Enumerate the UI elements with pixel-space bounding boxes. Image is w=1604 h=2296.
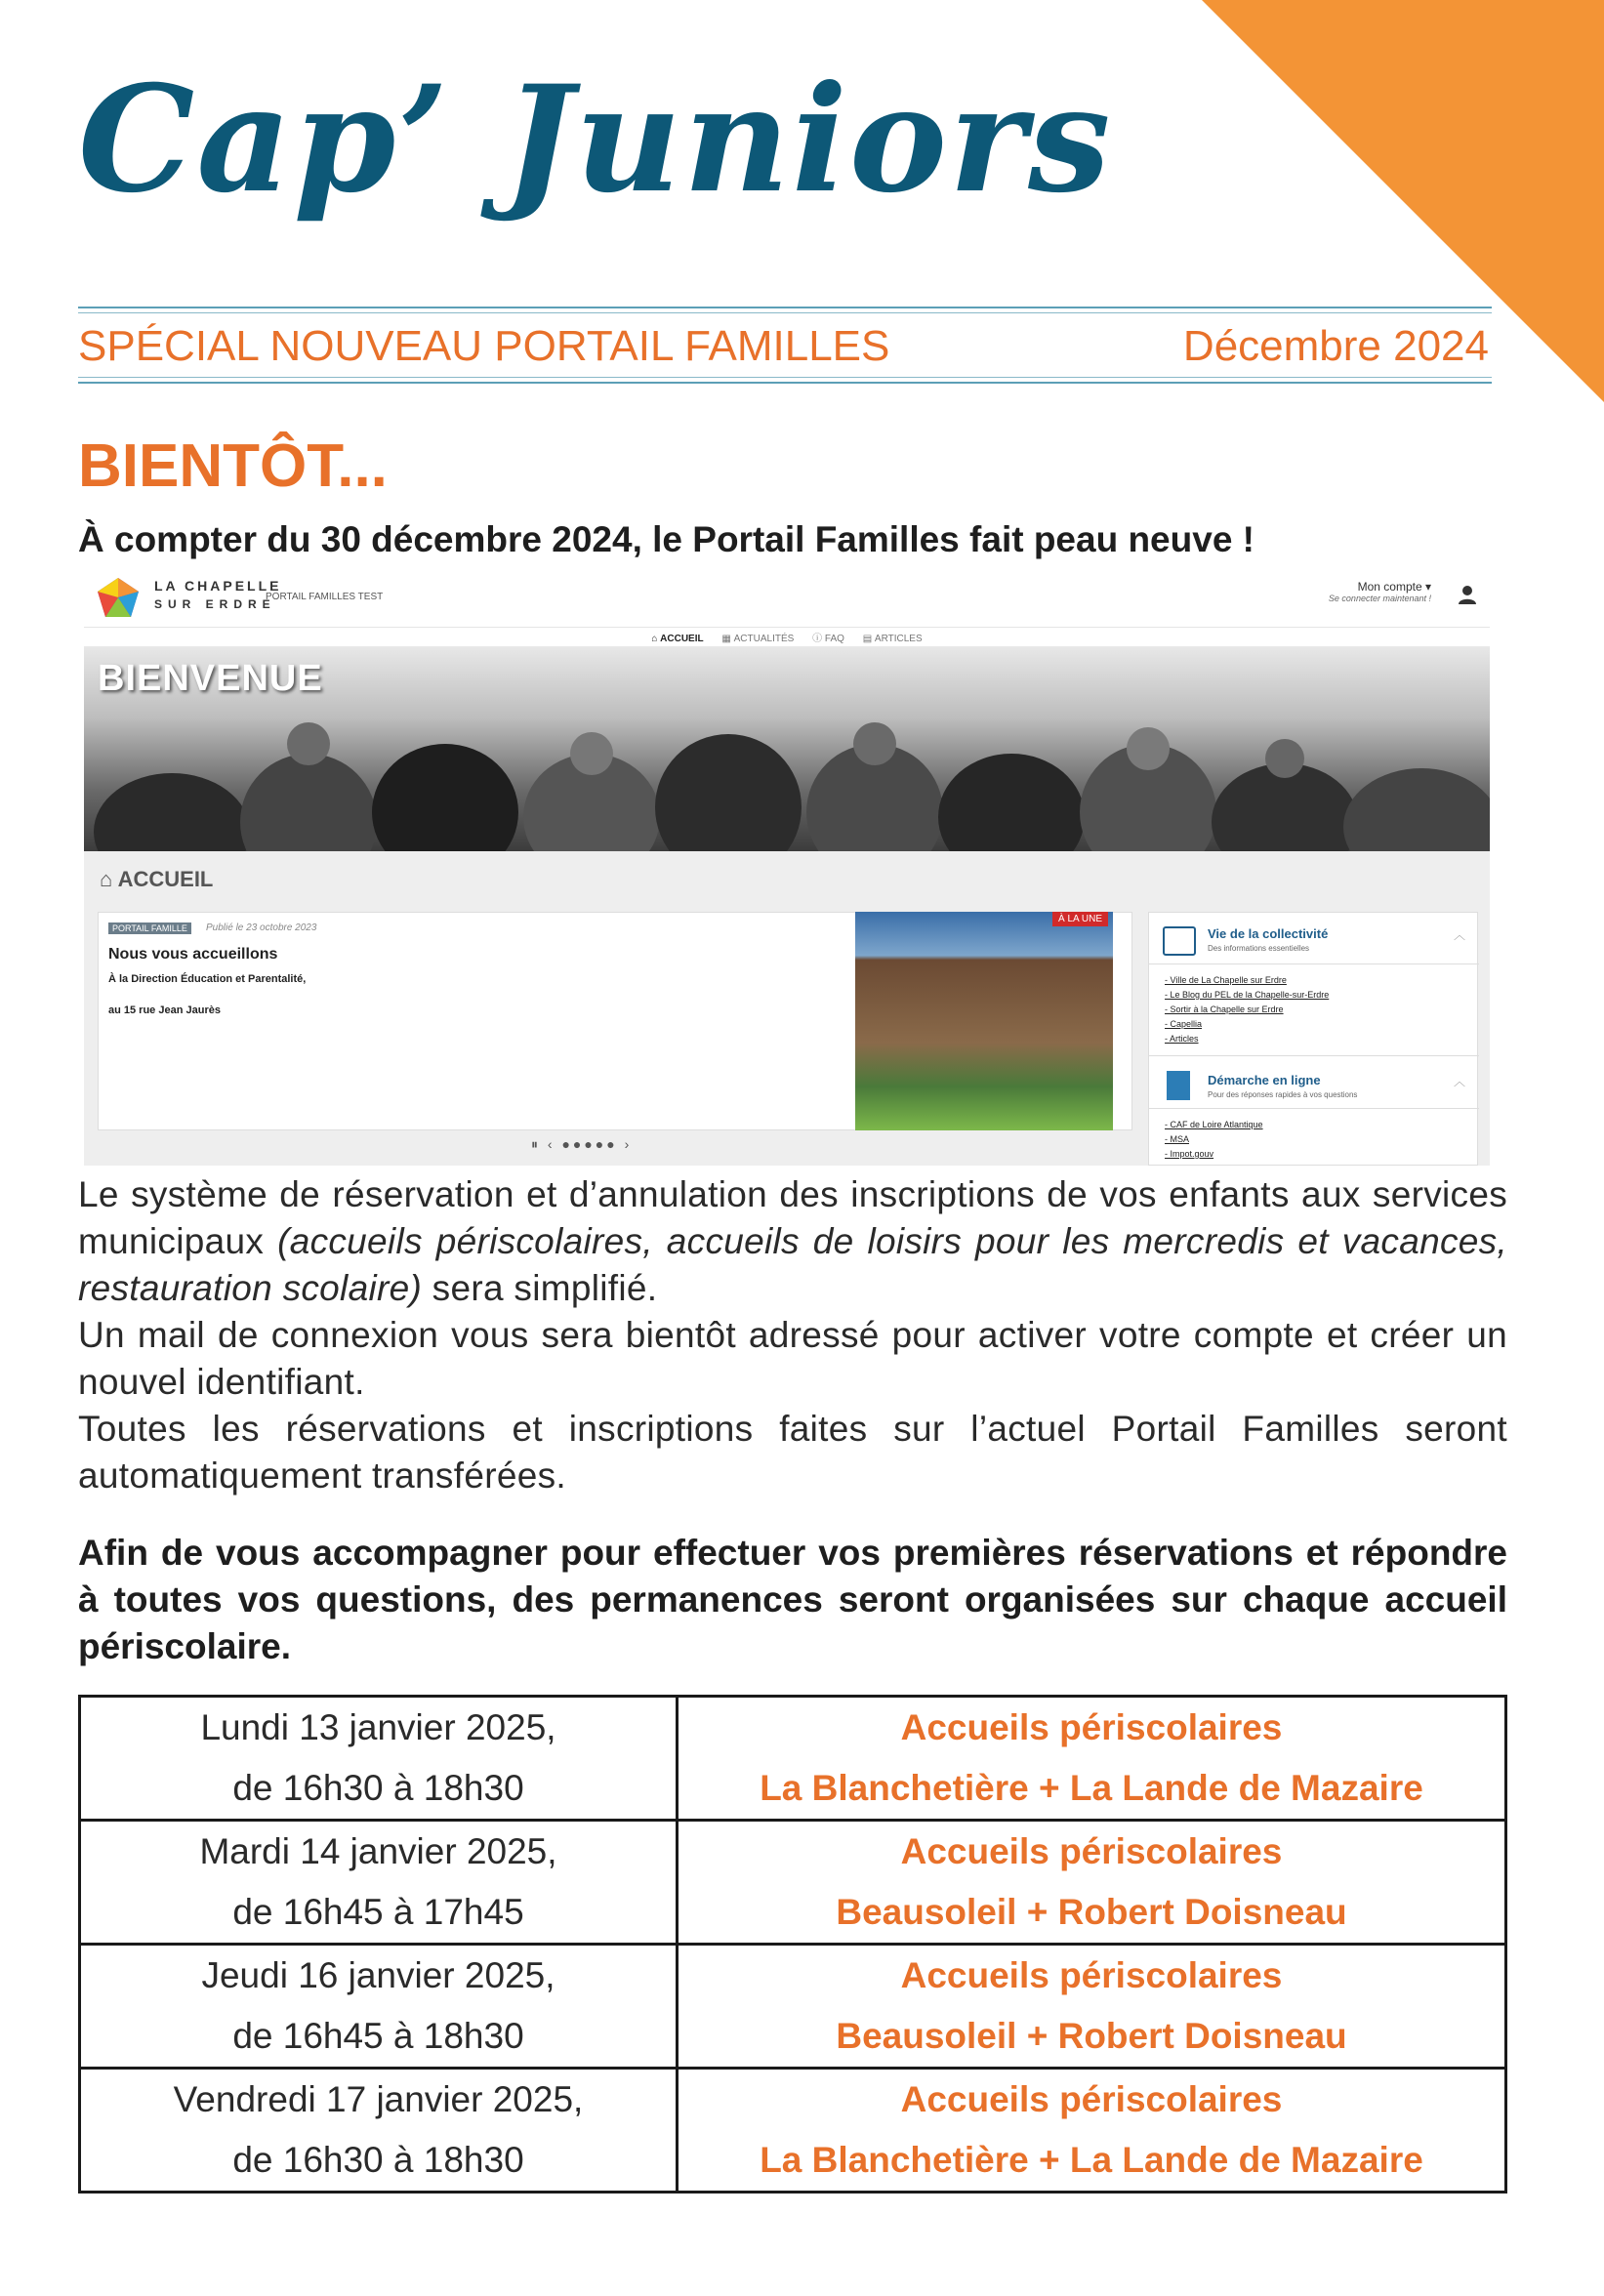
newsletter-date: Décembre 2024 bbox=[1182, 322, 1489, 370]
carousel-controls[interactable]: ⏸ ‹ ●●●●● › bbox=[531, 1136, 633, 1152]
welcome-banner bbox=[84, 646, 1490, 851]
side1-link[interactable]: - Sortir à la Chapelle sur Erdre bbox=[1165, 1003, 1329, 1017]
section-title: BIENTÔT... bbox=[78, 432, 388, 500]
account-login-hint: Se connecter maintenant ! bbox=[1328, 594, 1431, 603]
side-divider bbox=[1149, 1108, 1479, 1109]
newsletter-subject: SPÉCIAL NOUVEAU PORTAIL FAMILLES bbox=[78, 322, 890, 370]
side1-link[interactable]: - Capellia bbox=[1165, 1017, 1329, 1032]
side1-link[interactable]: - Ville de La Chapelle sur Erdre bbox=[1165, 973, 1329, 988]
account-label: Mon compte bbox=[1357, 580, 1422, 594]
session-when: Mardi 14 janvier 2025, de 16h45 à 17h45 bbox=[80, 1821, 678, 1945]
portal-page-title: ⌂ ACCUEIL bbox=[100, 867, 214, 891]
session-where: Accueils périscolaires Beausoleil + Robert Doisneau bbox=[678, 1945, 1506, 2069]
side2-title: Démarche en ligne bbox=[1208, 1073, 1321, 1087]
body-paragraph-2: Un mail de connexion vous sera bientôt adressé pour activer votre compte et créer un nouvel identifiant. bbox=[78, 1315, 1507, 1402]
side2-subtitle: Pour des réponses rapides à vos questions bbox=[1208, 1090, 1358, 1099]
building-photo bbox=[855, 912, 1113, 1130]
side-divider bbox=[1149, 1055, 1479, 1056]
header-rule-bottom bbox=[78, 382, 1492, 384]
user-icon[interactable] bbox=[1457, 584, 1478, 605]
session-when: Lundi 13 janvier 2025, de 16h30 à 18h30 bbox=[80, 1697, 678, 1821]
header-rule-top-thin bbox=[78, 312, 1492, 313]
nav-accueil[interactable]: ⌂ ACCUEIL bbox=[651, 634, 704, 644]
masthead-title: Cap’ Juniors bbox=[78, 54, 1113, 226]
side2-link[interactable]: - MSA bbox=[1165, 1132, 1263, 1147]
table-row bbox=[80, 1821, 1506, 1945]
news-line-1: À la Direction Éducation et Parentalité, bbox=[108, 973, 307, 985]
side1-link[interactable]: - Articles bbox=[1165, 1032, 1329, 1046]
city-logo-icon bbox=[96, 576, 141, 619]
table-row bbox=[80, 1945, 1506, 2069]
news-line-2: au 15 rue Jean Jaurès bbox=[108, 1004, 221, 1016]
side2-link[interactable]: - CAF de Loire Atlantique bbox=[1165, 1118, 1263, 1132]
chevron-up-icon[interactable]: ︿ bbox=[1453, 1075, 1465, 1088]
table-row bbox=[80, 2069, 1506, 2193]
side1-title: Vie de la collectivité bbox=[1208, 926, 1329, 941]
portal-screenshot bbox=[84, 568, 1490, 1166]
session-when: Vendredi 17 janvier 2025, de 16h30 à 18h30 bbox=[80, 2069, 678, 2193]
info-card-icon bbox=[1163, 926, 1196, 956]
nav-actualites[interactable]: ▦ ACTUALITÉS bbox=[721, 634, 795, 644]
body-paragraph-1: Le système de réservation et d’annulation des inscriptions de vos enfants aux services municipaux (accueils périscolaires, accueils de loisirs pour les mercredis et vacances, restauration scolaire) sera simplifié. bbox=[78, 1174, 1508, 1308]
session-when: Jeudi 16 janvier 2025, de 16h45 à 18h30 bbox=[80, 1945, 678, 2069]
nav-faq[interactable]: ⓘ FAQ bbox=[812, 634, 844, 644]
a-la-une-badge: À LA UNE bbox=[1052, 912, 1108, 926]
lead-sentence: À compter du 30 décembre 2024, le Portail Familles fait peau neuve ! bbox=[78, 519, 1254, 559]
children-photo-icon bbox=[84, 705, 1490, 851]
news-heading: Nous vous accueillons bbox=[108, 946, 278, 963]
chevron-up-icon[interactable]: ︿ bbox=[1453, 928, 1465, 942]
news-published-date: Publié le 23 octobre 2023 bbox=[206, 922, 317, 933]
brand-line-2: SUR ERDRE bbox=[154, 597, 276, 611]
header-rule-bottom-thin bbox=[78, 377, 1492, 378]
brand-line-1: LA CHAPELLE bbox=[154, 578, 282, 594]
side2-links bbox=[1165, 1118, 1263, 1162]
body-paragraph-3: Toutes les réservations et inscriptions faites sur l’actuel Portail Familles seront automatiquement transférées. bbox=[78, 1409, 1507, 1496]
news-tag: PORTAIL FAMILLE bbox=[108, 922, 191, 934]
session-where: Accueils périscolaires La Blanchetière + La Lande de Mazaire bbox=[678, 2069, 1506, 2193]
account-menu[interactable]: Mon compte ▾ Se connecter maintenant ! bbox=[1328, 580, 1431, 603]
support-paragraph: Afin de vous accompagner pour effectuer vos premières réservations et répondre à toutes vos questions, des permanences seront organisées sur chaque accueil périscolaire. bbox=[78, 1533, 1507, 1666]
side1-subtitle: Des informations essentielles bbox=[1208, 944, 1310, 953]
side2-link[interactable]: - Impot.gouv bbox=[1165, 1147, 1263, 1162]
side1-links bbox=[1165, 973, 1329, 1046]
nav-articles[interactable]: ▤ ARTICLES bbox=[862, 634, 923, 644]
brand-subtitle: PORTAIL FAMILLES TEST bbox=[266, 592, 384, 602]
building-icon bbox=[1167, 1071, 1190, 1100]
schedule-table bbox=[78, 1695, 1507, 2194]
banner-title: BIENVENUE bbox=[98, 658, 323, 699]
sidebar-panel bbox=[1148, 912, 1478, 1166]
header-rule-top bbox=[78, 307, 1492, 308]
body-paragraphs bbox=[78, 1171, 1507, 1499]
session-where: Accueils périscolaires La Blanchetière + La Lande de Mazaire bbox=[678, 1697, 1506, 1821]
table-row bbox=[80, 1697, 1506, 1821]
portal-header bbox=[84, 568, 1490, 627]
side1-link[interactable]: - Le Blog du PEL de la Chapelle-sur-Erdre bbox=[1165, 988, 1329, 1003]
session-where: Accueils périscolaires Beausoleil + Robert Doisneau bbox=[678, 1821, 1506, 1945]
